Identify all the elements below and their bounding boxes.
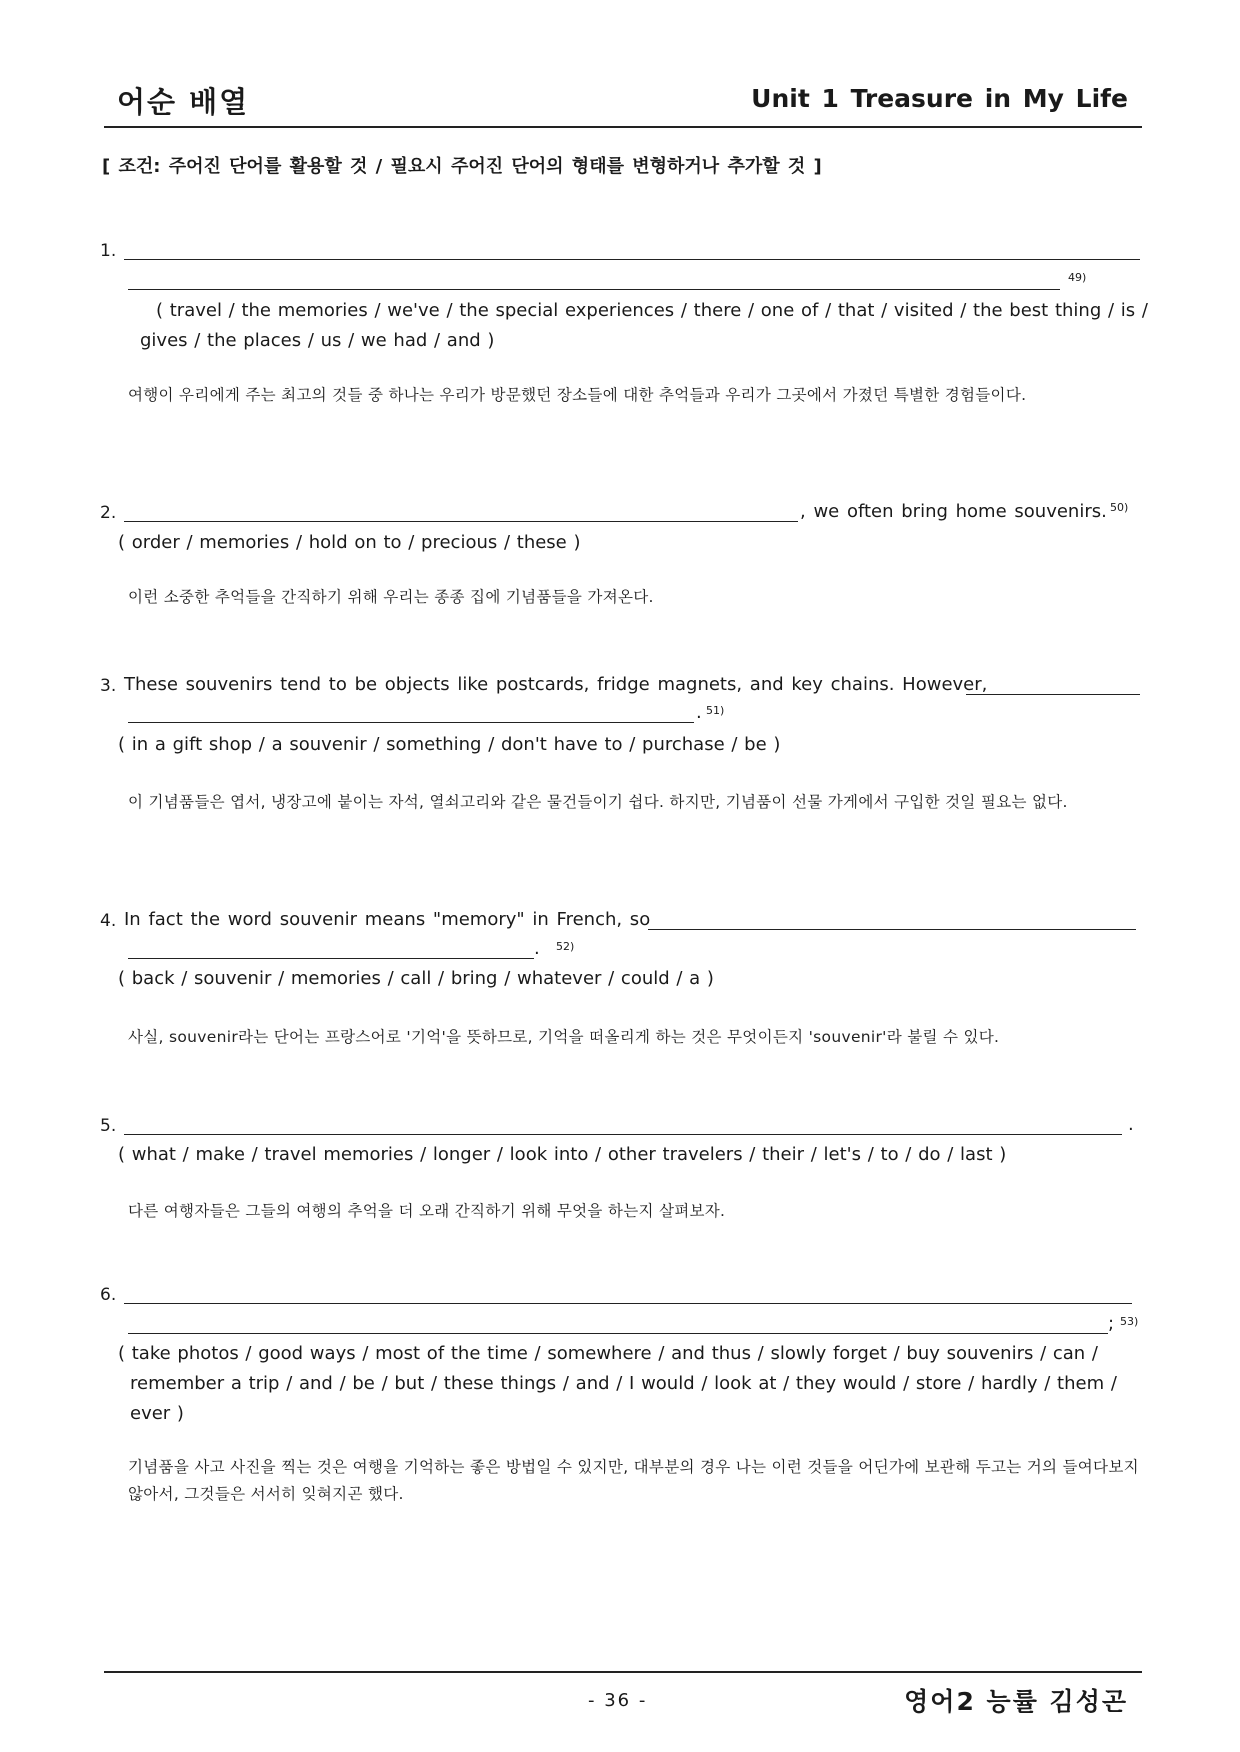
korean-translation: 사실, souvenir라는 단어는 프랑스어로 '기억'을 뜻하므로, 기억을 떠올리게 하는 것은 무엇이든지 'souvenir'라 불릴 수 있다. — [128, 1028, 1000, 1046]
word-bank-text: ( travel / the memories / we've / the special experiences / there / one of / that / visited / the best thing / is / gives / the places / us / we had / and ) — [140, 300, 1148, 351]
korean-translation: 여행이 우리에게 주는 최고의 것들 중 하나는 우리가 방문했던 장소들에 대한 추억들과 우리가 그곳에서 가졌던 특별한 경험들이다. — [128, 386, 1027, 404]
answer-line[interactable] — [124, 521, 798, 522]
answer-line[interactable] — [128, 958, 534, 959]
page-number: - 36 - — [588, 1690, 648, 1711]
sentence-end: . — [696, 702, 702, 723]
word-bank: ( back / souvenir / memories / call / bring / whatever / could / a ) — [118, 968, 714, 989]
question-number: 1. — [100, 241, 117, 261]
answer-line[interactable] — [124, 1134, 1122, 1135]
footnote-marker: 50) — [1110, 501, 1129, 514]
word-bank: ( take photos / good ways / most of the time / somewhere / and thus / slowly forget / buy souvenirs / can / remember a trip / and / be / but / these things / and / I would / look at / they would / store / hardly / them / ever ) — [118, 1343, 1117, 1424]
sentence-end: . — [534, 938, 540, 959]
footnote-marker: 53) — [1120, 1315, 1139, 1328]
answer-line[interactable] — [966, 694, 1140, 695]
korean-translation: 이 기념품들은 엽서, 냉장고에 붙이는 자석, 열쇠고리와 같은 물건들이기 쉽다. 하지만, 기념품이 선물 가게에서 구입한 것일 필요는 없다. — [128, 793, 1068, 811]
word-bank — [118, 296, 1148, 356]
answer-line[interactable] — [128, 722, 694, 723]
answer-line[interactable] — [648, 929, 1136, 930]
condition-text: [ 조건: 주어진 단어를 활용할 것 / 필요시 주어진 단어의 형태를 변형하거나 추가할 것 ] — [102, 156, 822, 177]
answer-line[interactable] — [124, 1303, 1132, 1304]
word-bank: ( in a gift shop / a souvenir / something / don't have to / purchase / be ) — [118, 734, 781, 755]
footnote-marker: 52) — [556, 940, 575, 953]
sentence-prefix: These souvenirs tend to be objects like postcards, fridge magnets, and key chains. However, — [124, 674, 988, 695]
sentence-prefix: In fact the word souvenir means "memory" in French, so — [124, 909, 651, 930]
footnote-marker: 51) — [706, 704, 725, 717]
answer-line[interactable] — [124, 259, 1140, 260]
korean-translation: 이런 소중한 추억들을 간직하기 위해 우리는 종종 집에 기념품들을 가져온다. — [128, 588, 654, 606]
korean-translation: 다른 여행자들은 그들의 여행의 추억을 더 오래 간직하기 위해 무엇을 하는지 살펴보자. — [128, 1202, 726, 1220]
word-bank: ( what / make / travel memories / longer / look into / other travelers / their / let's / to / do / last ) — [118, 1144, 1007, 1165]
question-number: 5. — [100, 1116, 117, 1136]
header-divider — [104, 126, 1142, 128]
answer-line[interactable] — [128, 1333, 1108, 1334]
answer-line[interactable] — [128, 289, 1060, 290]
sentence-suffix: , we often bring home souvenirs. — [800, 501, 1107, 522]
footnote-marker: 49) — [1068, 271, 1087, 284]
sentence-end: . — [1128, 1114, 1134, 1135]
question-number: 6. — [100, 1285, 117, 1305]
footer-divider — [104, 1671, 1142, 1673]
question-number: 4. — [100, 911, 117, 931]
header-title-right: Unit 1 Treasure in My Life — [751, 84, 1128, 113]
sentence-end: ; — [1108, 1313, 1115, 1334]
question-number: 2. — [100, 503, 117, 523]
question-number: 3. — [100, 676, 117, 696]
korean-translation: 기념품을 사고 사진을 찍는 것은 여행을 기억하는 좋은 방법일 수 있지만, 대부분의 경우 나는 이런 것들을 어딘가에 보관해 두고는 거의 들여다보지 않아서, 그것들은 서서히 잊혀지곤 했다. — [128, 1458, 1139, 1503]
header-title-left: 어순 배열 — [117, 85, 250, 119]
footer-credit: 영어2 능률 김성곤 — [904, 1687, 1128, 1716]
word-bank: ( order / memories / hold on to / precious / these ) — [118, 532, 581, 553]
